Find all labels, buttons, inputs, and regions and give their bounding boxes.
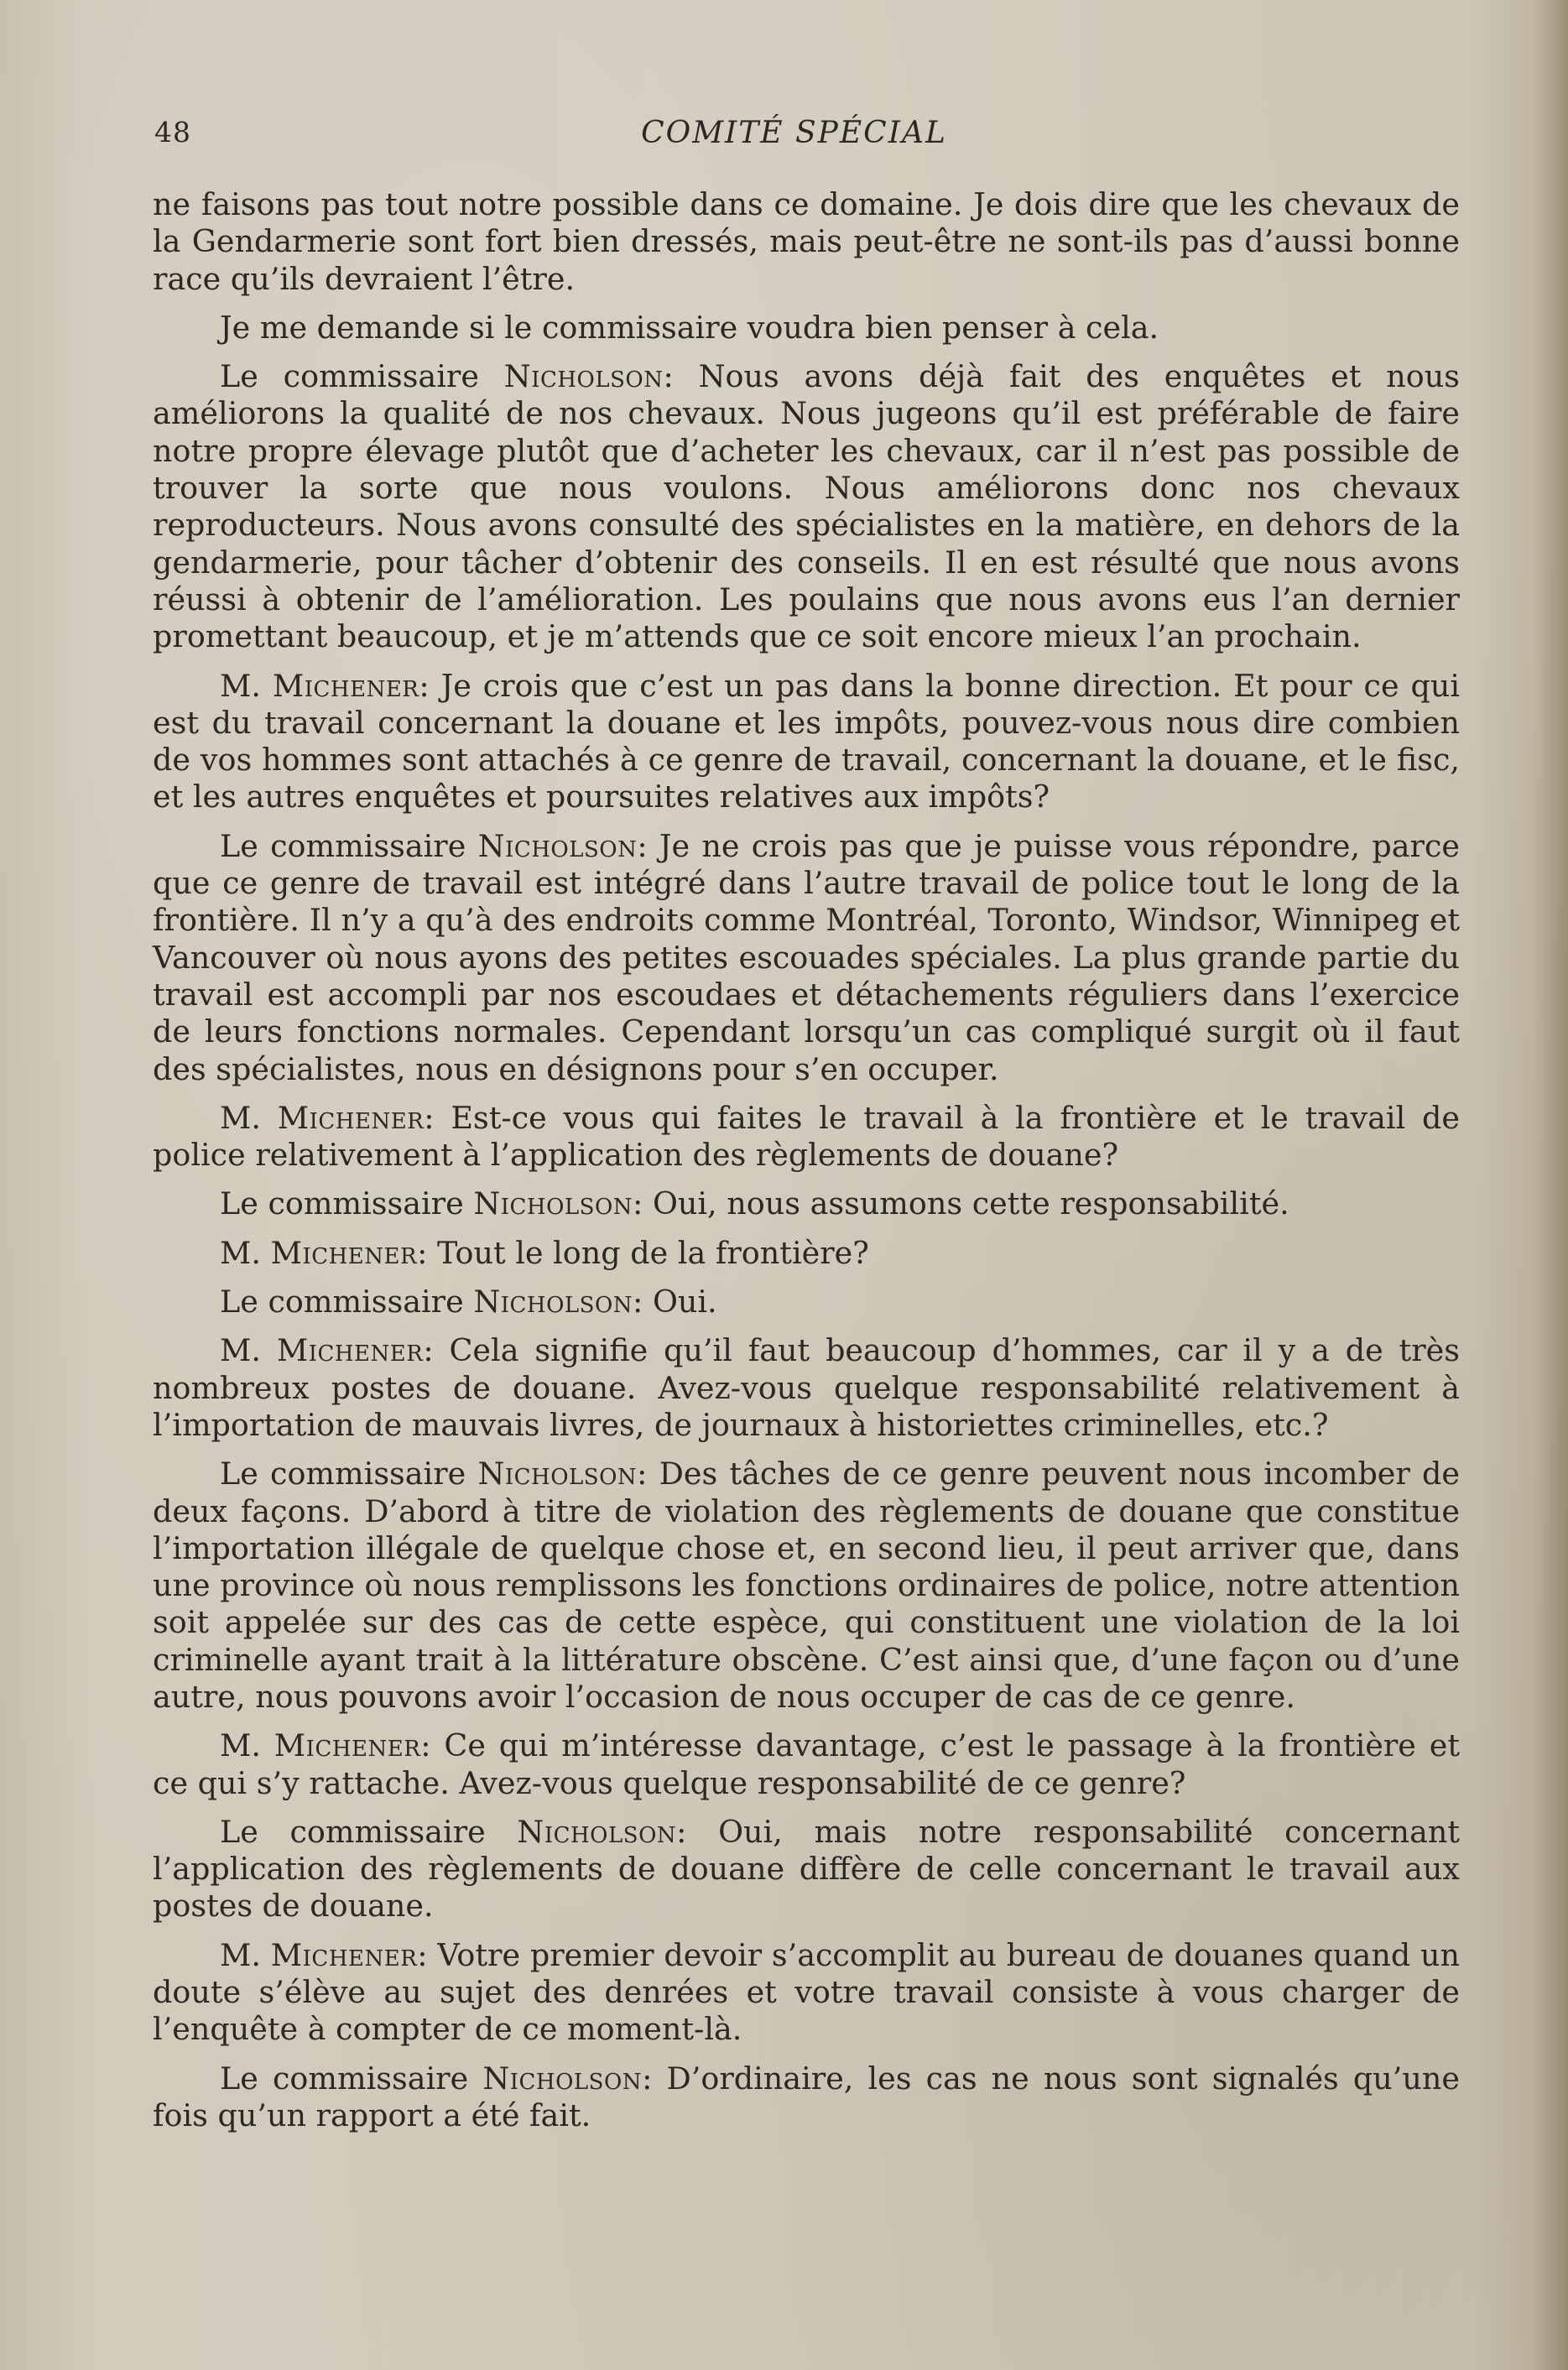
paragraph-text: : Votre premier devoir s’accomplit au bureau de douanes quand un doute s’élève au sujet des denrées et votre travail consiste à vous charger de l’enquête à compter de ce moment-là. [153, 1936, 1460, 2048]
paragraph-text: ne faisons pas tout notre possible dans ce domaine. Je dois dire que les chevaux de la Gendarmerie sont fort bien dressés, mais peut-être ne sont-ils pas d’aussi bonne race qu’ils devraient l’être. [153, 186, 1460, 297]
speaker-prefix: Le commissaire [220, 1813, 518, 1850]
paragraph [153, 2060, 1460, 2135]
speaker-name: Michener [273, 1727, 421, 1764]
paragraph-text: : Cela signifie qu’il faut beaucoup d’hommes, car il y a de très nombreux postes de douane. Avez-vous quelque responsabilité relativement à l’importation de mauvais livres, de journaux à historiettes criminelles, etc.? [153, 1332, 1461, 1443]
speaker-name: Nicholson [482, 2060, 643, 2097]
paragraph [153, 1727, 1460, 1802]
speaker-name: Michener [276, 1332, 424, 1369]
speaker-prefix: Le commissaire [220, 1456, 478, 1492]
paragraph [153, 1235, 1460, 1272]
paragraph-text: : Oui, mais notre responsabilité concernant l’application des règlements de douane diffère de celle concernant le travail aux postes de douane. [153, 1813, 1460, 1925]
paragraph [153, 1284, 1460, 1320]
speaker-prefix: M. [220, 1727, 274, 1764]
speaker-name: Michener [277, 1099, 425, 1136]
running-title: COMITÉ SPÉCIAL [641, 116, 947, 150]
speaker-name: Nicholson [477, 827, 638, 864]
speaker-name: Michener [272, 667, 419, 704]
paragraph [153, 1332, 1460, 1444]
speaker-prefix: M. [220, 1099, 278, 1136]
paragraph-text: : Tout le long de la frontière? [417, 1234, 869, 1271]
paragraph-text: : Ce qui m’intéresse davantage, c’est le passage à la frontière et ce qui s’y rattache. Avez-vous quelque responsabilité de ce genre? [153, 1727, 1460, 1801]
paragraph [153, 1814, 1460, 1925]
speaker-prefix: Le commissaire [220, 1185, 474, 1222]
paragraph-text: : Je ne crois pas que je puisse vous répondre, parce que ce genre de travail est intégré dans l’autre travail de police tout le long de la frontière. Il n’y a qu’à des endroits comme Montréal, Toronto, Windsor, Winnipeg et Vancouver où nous ayons des petites escouades spéciales. La plus grande partie du travail est accompli par nos escoudaes et détachements réguliers dans l’exercice de leurs fonctions normales. Cependant lorsqu’un cas compliqué surgit où il faut des spécialistes, nous en désignons pour s’en occuper. [153, 827, 1460, 1087]
body-text [153, 186, 1460, 2146]
paragraph [153, 1937, 1460, 2049]
speaker-prefix: Le commissaire [220, 827, 478, 864]
speaker-prefix: M. [220, 1332, 277, 1369]
paragraph [153, 1185, 1460, 1222]
page-number: 48 [154, 116, 191, 148]
paragraph [153, 828, 1460, 1088]
paragraph [153, 1100, 1460, 1175]
speaker-name: Nicholson [503, 358, 664, 395]
paragraph-text: : Je crois que c’est un pas dans la bonne direction. Et pour ce qui est du travail concernant la douane et les impôts, pouvez-vous nous dire combien de vos hommes sont attachés à ce genre de travail, concernant la douane, et le fisc, et les autres enquêtes et poursuites relatives aux impôts? [153, 667, 1461, 815]
paragraph-text: : D’ordinaire, les cas ne nous sont signalés qu’une fois qu’un rapport a été fait. [153, 2060, 1460, 2133]
speaker-name: Nicholson [473, 1284, 633, 1320]
paragraph [153, 358, 1460, 655]
speaker-prefix: M. [220, 1234, 271, 1271]
speaker-prefix: Le commissaire [220, 1284, 474, 1320]
speaker-prefix: M. [220, 667, 273, 704]
paragraph-text: : Est-ce vous qui faites le travail à la frontière et le travail de police relativement à l’application des règlements de douane? [153, 1099, 1461, 1174]
speaker-name: Nicholson [473, 1185, 633, 1222]
speaker-name: Michener [270, 1936, 418, 1973]
speaker-name: Nicholson [517, 1813, 677, 1850]
paragraph-text: : Oui. [633, 1284, 717, 1320]
paragraph [153, 186, 1460, 298]
speaker-name: Nicholson [477, 1456, 638, 1492]
paragraph [153, 668, 1460, 816]
page-edge-shadow [1534, 0, 1568, 2370]
speaker-prefix: Le commissaire [220, 2060, 483, 2097]
paragraph-text: Je me demande si le commissaire voudra bien penser à cela. [220, 309, 1159, 346]
paragraph-text: : Oui, nous assumons cette responsabilité. [633, 1185, 1289, 1222]
paragraph [153, 1456, 1460, 1716]
paragraph-text: : Des tâches de ce genre peuvent nous incomber de deux façons. D’abord à titre de violation des règlements de douane que constitue l’importation illégale de quelque chose et, en second lieu, il peut arriver que, dans une province où nous remplissons les fonctions ordinaires de police, notre attention soit appelée sur des cas de cette espèce, qui constituent une violation de la loi criminelle ayant trait à la littérature obscène. C’est ainsi que, d’une façon ou d’une autre, nous pouvons avoir l’occasion de nous occuper de cas de ce genre. [153, 1456, 1460, 1715]
speaker-name: Michener [270, 1234, 418, 1271]
speaker-prefix: Le commissaire [220, 358, 504, 395]
paragraph [153, 310, 1460, 346]
speaker-prefix: M. [220, 1936, 271, 1973]
paragraph-text: : Nous avons déjà fait des enquêtes et nous améliorons la qualité de nos chevaux. Nous jugeons qu’il est préférable de faire notre propre élevage plutôt que d’acheter les chevaux, car il n’est pas possible de trouver la sorte que nous voulons. Nous améliorons donc nos chevaux reproducteurs. Nous avons consulté des spécialistes en la matière, en dehors de la gendarmerie, pour tâcher d’obtenir des conseils. Il en est résulté que nous avons réussi à obtenir de l’amélioration. Les poulains que nous avons eus l’an dernier promettant beaucoup, et je m’attends que ce soit encore mieux l’an prochain. [153, 358, 1460, 655]
page-header [154, 116, 1463, 156]
